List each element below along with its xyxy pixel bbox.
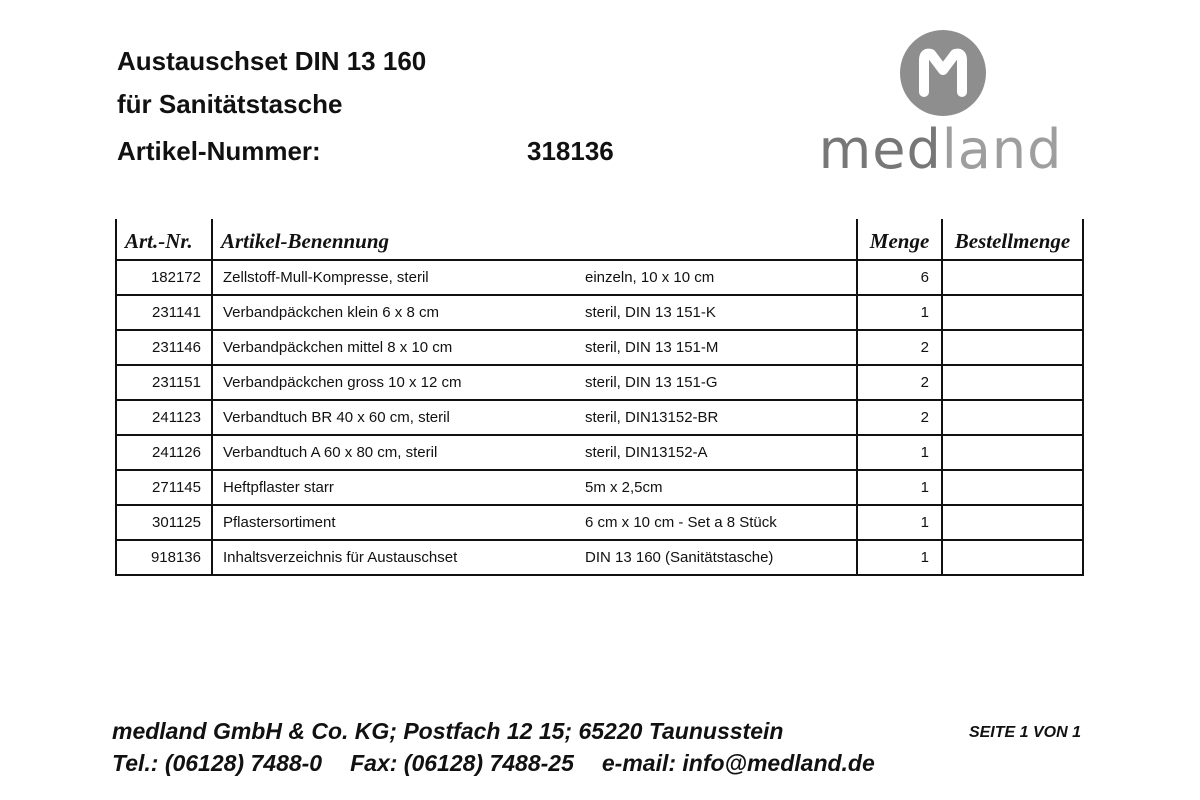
row-art-nr: 271145: [116, 470, 212, 505]
row-order-quantity-cell[interactable]: [942, 470, 1083, 505]
row-quantity: 1: [857, 435, 942, 470]
header-order-quantity: Bestellmenge: [942, 219, 1083, 260]
table-row: [116, 400, 1083, 435]
row-article-name: Verbandpäckchen mittel 8 x 10 cm: [212, 330, 585, 365]
footer-address: medland GmbH & Co. KG; Postfach 12 15; 65220 Taunusstein: [112, 718, 784, 744]
table-header-row: [116, 219, 1083, 260]
table-row: [116, 505, 1083, 540]
table-row: [116, 435, 1083, 470]
article-number-label: Artikel-Nummer:: [117, 136, 321, 166]
medland-logo: [801, 30, 1080, 185]
row-article-spec: steril, DIN13152-A: [585, 435, 857, 470]
row-article-spec: steril, DIN 13 151-K: [585, 295, 857, 330]
document-title: Austauschset DIN 13 160: [117, 46, 427, 76]
row-art-nr: 918136: [116, 540, 212, 575]
row-order-quantity-cell[interactable]: [942, 260, 1083, 295]
row-quantity: 6: [857, 260, 942, 295]
row-quantity: 2: [857, 330, 942, 365]
row-quantity: 2: [857, 400, 942, 435]
row-article-name: Zellstoff-Mull-Kompresse, steril: [212, 260, 585, 295]
table-row: [116, 540, 1083, 575]
table-row: [116, 330, 1083, 365]
row-order-quantity-cell[interactable]: [942, 435, 1083, 470]
table-row: [116, 260, 1083, 295]
items-table: [115, 219, 1084, 576]
row-art-nr: 241123: [116, 400, 212, 435]
header-art-nr: Art.-Nr.: [116, 219, 212, 260]
table-row: [116, 470, 1083, 505]
row-article-spec: 6 cm x 10 cm - Set a 8 Stück: [585, 505, 857, 540]
row-order-quantity-cell[interactable]: [942, 540, 1083, 575]
footer-email: e-mail: info@medland.de: [601, 750, 875, 776]
page-indicator: SEITE 1 VON 1: [968, 724, 1081, 741]
document-subtitle: für Sanitätstasche: [117, 89, 343, 119]
article-number-value: 318136: [527, 136, 614, 166]
row-article-name: Verbandtuch BR 40 x 60 cm, steril: [212, 400, 585, 435]
row-article-spec: steril, DIN13152-BR: [585, 400, 857, 435]
row-art-nr: 231146: [116, 330, 212, 365]
table-row: [116, 295, 1083, 330]
row-quantity: 1: [857, 295, 942, 330]
row-quantity: 2: [857, 365, 942, 400]
row-article-spec: steril, DIN 13 151-M: [585, 330, 857, 365]
logo-m-icon: [900, 30, 986, 116]
row-article-spec: 5m x 2,5cm: [585, 470, 857, 505]
row-order-quantity-cell[interactable]: [942, 295, 1083, 330]
row-article-spec: einzeln, 10 x 10 cm: [585, 260, 857, 295]
row-article-spec: DIN 13 160 (Sanitätstasche): [585, 540, 857, 575]
row-quantity: 1: [857, 505, 942, 540]
footer-fax: Fax: (06128) 7488-25: [350, 750, 574, 776]
row-article-name: Heftpflaster starr: [212, 470, 585, 505]
row-order-quantity-cell[interactable]: [942, 400, 1083, 435]
row-quantity: 1: [857, 470, 942, 505]
row-order-quantity-cell[interactable]: [942, 365, 1083, 400]
logo-wordmark: med land: [818, 118, 1063, 181]
row-article-name: Inhaltsverzeichnis für Austauschset: [212, 540, 585, 575]
row-article-name: Verbandpäckchen klein 6 x 8 cm: [212, 295, 585, 330]
row-art-nr: 241126: [116, 435, 212, 470]
row-art-nr: 182172: [116, 260, 212, 295]
row-article-name: Verbandpäckchen gross 10 x 12 cm: [212, 365, 585, 400]
footer-contact: [112, 750, 875, 777]
row-article-name: Pflastersortiment: [212, 505, 585, 540]
footer-tel: Tel.: (06128) 7488-0: [112, 750, 323, 776]
row-art-nr: 231141: [116, 295, 212, 330]
row-order-quantity-cell[interactable]: [942, 330, 1083, 365]
table-row: [116, 365, 1083, 400]
row-article-spec: steril, DIN 13 151-G: [585, 365, 857, 400]
header-quantity: Menge: [857, 219, 942, 260]
header-article-name: Artikel-Benennung: [212, 219, 857, 260]
row-order-quantity-cell[interactable]: [942, 505, 1083, 540]
row-article-name: Verbandtuch A 60 x 80 cm, steril: [212, 435, 585, 470]
row-quantity: 1: [857, 540, 942, 575]
row-art-nr: 301125: [116, 505, 212, 540]
row-art-nr: 231151: [116, 365, 212, 400]
